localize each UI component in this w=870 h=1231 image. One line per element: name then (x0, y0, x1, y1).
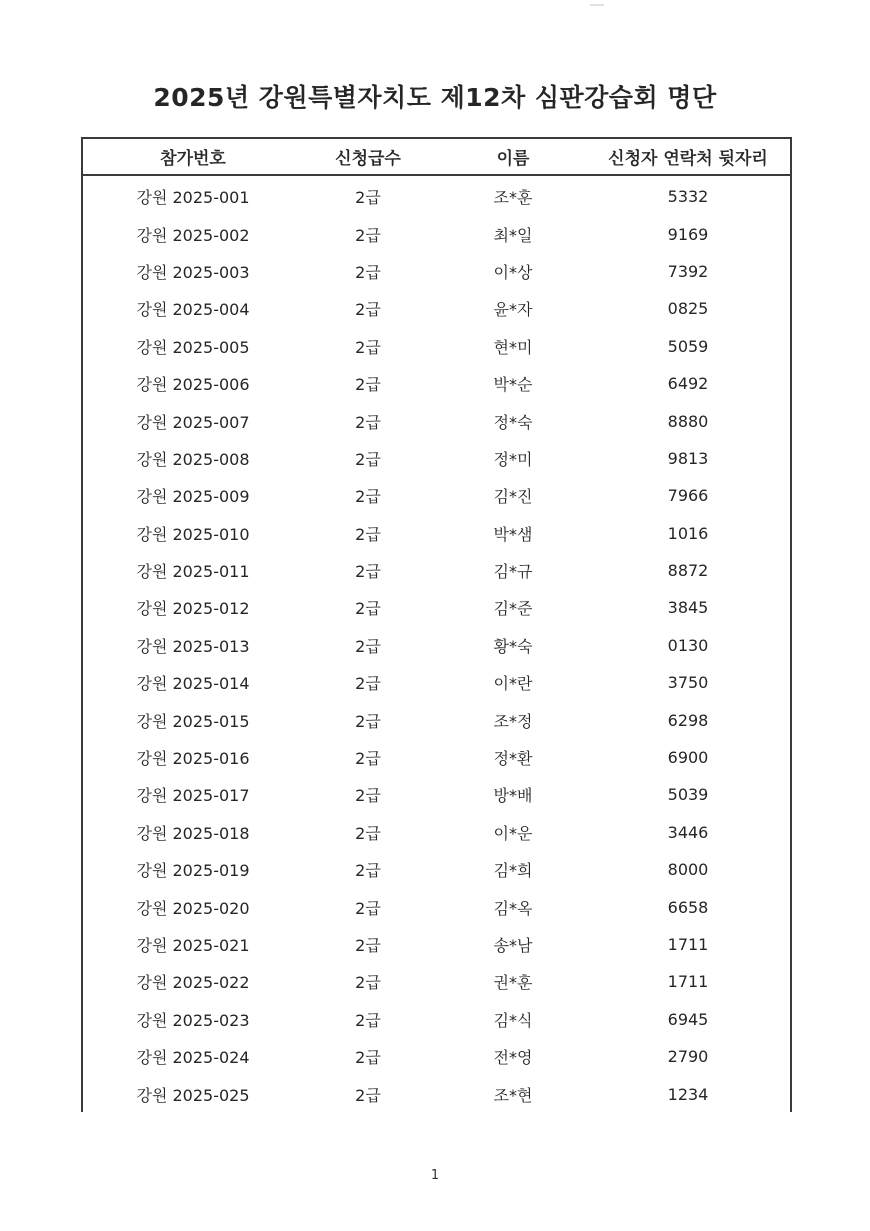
cell-grade: 2급 (355, 524, 381, 544)
cell-id: 강원 2025-001 (136, 188, 250, 208)
cell-phone: 9813 (667, 448, 709, 468)
cell-phone: 8872 (667, 561, 709, 581)
cell-phone: 7966 (667, 486, 709, 506)
page-number: 1 (430, 1168, 440, 1183)
header-grade: 신청급수 (335, 149, 401, 169)
cell-grade: 2급 (355, 487, 381, 507)
cell-grade: 2급 (355, 188, 381, 208)
cell-id: 강원 2025-003 (136, 262, 250, 282)
cell-name: 조*정 (493, 711, 533, 731)
cell-id: 강원 2025-010 (136, 524, 250, 544)
table-row (83, 926, 790, 963)
cell-grade: 2급 (355, 562, 381, 582)
cell-id: 강원 2025-007 (136, 412, 250, 432)
table-row (83, 963, 790, 1000)
cell-id: 강원 2025-023 (136, 1010, 250, 1030)
cell-phone: 9169 (667, 224, 709, 244)
cell-phone: 6492 (667, 374, 709, 394)
cell-name: 윤*자 (493, 300, 533, 320)
cell-phone: 1711 (667, 935, 709, 954)
cell-name: 현*미 (493, 337, 533, 357)
cell-name: 이*운 (493, 823, 533, 843)
page-title: 2025년 강원특별자치도 제12차 심판강습회 명단 (153, 83, 717, 112)
cell-grade: 2급 (355, 898, 381, 918)
cell-name: 권*훈 (493, 973, 533, 993)
cell-name: 송*남 (493, 936, 533, 955)
cell-id: 강원 2025-015 (136, 711, 250, 731)
header-phone: 신청자 연락처 뒷자리 (608, 149, 768, 169)
cell-name: 김*준 (493, 599, 533, 619)
table-body (83, 178, 790, 1113)
table-row (83, 1075, 790, 1112)
cell-id: 강원 2025-005 (136, 337, 250, 357)
cell-name: 김*옥 (493, 898, 533, 918)
cell-id: 강원 2025-019 (136, 861, 250, 881)
cell-id: 강원 2025-002 (136, 225, 250, 245)
table-row (83, 776, 790, 813)
cell-id: 강원 2025-012 (136, 599, 250, 619)
cell-phone: 7392 (667, 261, 709, 281)
cell-id: 강원 2025-022 (136, 973, 250, 993)
cell-grade: 2급 (355, 412, 381, 432)
cell-grade: 2급 (355, 1085, 381, 1105)
cell-grade: 2급 (355, 674, 381, 694)
cell-phone: 3750 (667, 673, 709, 693)
table-row (83, 515, 790, 552)
cell-name: 박*순 (493, 375, 533, 395)
cell-grade: 2급 (355, 1010, 381, 1030)
cell-name: 김*진 (493, 487, 533, 507)
cell-name: 김*희 (493, 861, 533, 881)
table-row (83, 552, 790, 589)
cell-id: 강원 2025-024 (136, 1048, 250, 1068)
table-row (83, 888, 790, 925)
cell-grade: 2급 (355, 861, 381, 881)
cell-id: 강원 2025-011 (136, 562, 250, 582)
cell-id: 강원 2025-017 (136, 786, 250, 806)
cell-grade: 2급 (355, 786, 381, 806)
cell-phone: 6900 (667, 748, 709, 768)
table-row (83, 328, 790, 365)
table-row (83, 253, 790, 290)
table-row (83, 589, 790, 626)
cell-name: 이*란 (493, 674, 533, 694)
cell-phone: 3446 (667, 822, 709, 842)
cell-grade: 2급 (355, 337, 381, 357)
table-row (83, 215, 790, 252)
table-row (83, 1001, 790, 1038)
cell-phone: 8880 (667, 411, 709, 431)
cell-phone: 6298 (667, 710, 709, 730)
table-row (83, 440, 790, 477)
cell-id: 강원 2025-018 (136, 823, 250, 843)
cell-id: 강원 2025-009 (136, 487, 250, 507)
scan-artifact (590, 4, 604, 6)
cell-phone: 8000 (667, 860, 709, 880)
cell-id: 강원 2025-025 (136, 1085, 250, 1105)
cell-grade: 2급 (355, 599, 381, 619)
cell-phone: 5039 (667, 785, 709, 805)
cell-grade: 2급 (355, 449, 381, 469)
cell-phone: 6945 (667, 1009, 709, 1029)
cell-phone: 6658 (667, 897, 709, 917)
header-name: 이름 (496, 149, 530, 169)
cell-name: 황*숙 (493, 636, 533, 656)
cell-grade: 2급 (355, 973, 381, 993)
table-row (83, 701, 790, 738)
table-row (83, 178, 790, 215)
cell-phone: 1234 (667, 1084, 709, 1104)
table-header (83, 139, 790, 176)
cell-id: 강원 2025-013 (136, 636, 250, 656)
cell-grade: 2급 (355, 936, 381, 955)
header-id: 참가번호 (160, 149, 226, 169)
table-row (83, 290, 790, 327)
cell-grade: 2급 (355, 300, 381, 320)
cell-name: 정*미 (493, 449, 533, 469)
cell-phone: 3845 (667, 598, 709, 618)
cell-name: 전*영 (493, 1048, 533, 1068)
cell-id: 강원 2025-021 (136, 936, 250, 955)
cell-grade: 2급 (355, 262, 381, 282)
cell-name: 김*식 (493, 1010, 533, 1030)
cell-name: 이*상 (493, 262, 533, 282)
cell-grade: 2급 (355, 749, 381, 769)
cell-name: 방*배 (493, 786, 533, 806)
cell-name: 정*환 (493, 749, 533, 769)
cell-phone: 2790 (667, 1047, 709, 1067)
cell-grade: 2급 (355, 375, 381, 395)
participant-table (81, 137, 792, 1112)
table-row (83, 664, 790, 701)
cell-name: 최*일 (493, 225, 533, 245)
cell-name: 김*규 (493, 562, 533, 582)
cell-name: 조*훈 (493, 188, 533, 208)
table-row (83, 627, 790, 664)
cell-grade: 2급 (355, 711, 381, 731)
cell-id: 강원 2025-004 (136, 300, 250, 320)
cell-phone: 0825 (667, 299, 709, 319)
cell-id: 강원 2025-020 (136, 898, 250, 918)
table-row (83, 402, 790, 439)
table-row (83, 477, 790, 514)
cell-name: 정*숙 (493, 412, 533, 432)
table-row (83, 739, 790, 776)
table-row (83, 365, 790, 402)
cell-phone: 5332 (667, 187, 709, 207)
cell-grade: 2급 (355, 225, 381, 245)
table-row (83, 1038, 790, 1075)
cell-grade: 2급 (355, 823, 381, 843)
table-row (83, 851, 790, 888)
cell-grade: 2급 (355, 1048, 381, 1068)
cell-name: 박*샘 (493, 524, 533, 544)
cell-phone: 1016 (667, 523, 709, 543)
cell-name: 조*현 (493, 1085, 533, 1105)
cell-id: 강원 2025-016 (136, 749, 250, 769)
cell-phone: 5059 (667, 336, 709, 356)
cell-grade: 2급 (355, 636, 381, 656)
cell-id: 강원 2025-006 (136, 375, 250, 395)
cell-phone: 0130 (667, 635, 709, 655)
cell-id: 강원 2025-014 (136, 674, 250, 694)
cell-phone: 1711 (667, 972, 709, 992)
cell-id: 강원 2025-008 (136, 449, 250, 469)
table-row (83, 814, 790, 851)
